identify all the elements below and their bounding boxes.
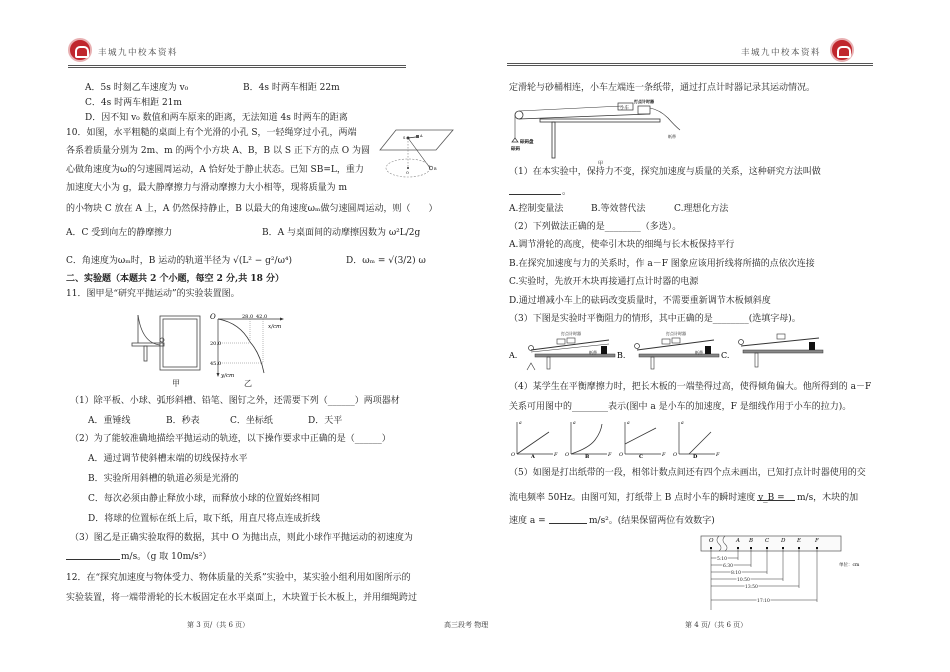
q11-p1-option-d: D．天平 xyxy=(308,416,343,426)
svg-text:C.: C. xyxy=(721,351,730,360)
q11-part-3-units: m/s。（g 取 10m/s²） xyxy=(121,552,212,562)
svg-text:E: E xyxy=(797,538,802,544)
svg-text:砝码盘: 砝码盘 xyxy=(520,140,534,145)
page-4 xyxy=(475,0,950,672)
graph-a xyxy=(511,421,558,460)
q11-part-3: （3）图乙是正确实验取得的数据，其中 O 为抛出点，则此小球作平抛运动的初速度为 xyxy=(70,533,413,543)
svg-text:S: S xyxy=(403,136,406,140)
svg-text:a: a xyxy=(681,421,684,426)
q12-part-5-line-2b: m/s，木块的加 xyxy=(797,493,859,503)
center-footer: 高三段考 物理 xyxy=(444,621,489,629)
q9-option-a: A．5s 时刻乙车速度为 v₀ xyxy=(85,83,189,93)
svg-text:C: C xyxy=(765,538,770,544)
svg-text:打点计时器: 打点计时器 xyxy=(634,99,654,104)
svg-text:A.: A. xyxy=(509,351,518,360)
q12-p2-option-b: B.在探究加速度与力的关系时，作 a－F 图象应该用折线将所描的点依次连接 xyxy=(509,259,815,269)
svg-text:B: B xyxy=(434,167,437,171)
svg-text:F: F xyxy=(554,452,558,458)
q11-p2-option-d: D．将球的位置标在纸上后，取下纸，用直尺将点连成折线 xyxy=(88,514,321,524)
q10-option-d: D．ωₘ = √(3/2) ω xyxy=(346,256,426,266)
svg-text:单位：cm: 单位：cm xyxy=(839,563,860,568)
q11-p1-option-a: A．重锤线 xyxy=(88,416,131,426)
svg-text:D: D xyxy=(693,454,698,460)
svg-text:纸带: 纸带 xyxy=(589,350,597,355)
svg-text:O: O xyxy=(210,313,216,321)
graph-d xyxy=(673,421,720,460)
q12-apparatus-figure xyxy=(510,98,700,168)
svg-text:13.50: 13.50 xyxy=(745,585,758,590)
q12-part-5-line-3b: m/s²。(结果保留两位有效数字) xyxy=(589,516,715,526)
svg-text:x/cm: x/cm xyxy=(268,324,282,330)
svg-text:F: F xyxy=(608,452,612,458)
svg-text:a: a xyxy=(573,421,576,426)
svg-text:B: B xyxy=(585,454,590,460)
q11-intro: 11．图甲是“研究平抛运动”的实验装置图。 xyxy=(66,289,240,299)
q12-p1-option-a: A.控制变量法 xyxy=(509,204,564,214)
svg-text:y/cm: y/cm xyxy=(221,373,235,379)
graph-b xyxy=(565,421,612,460)
q12-line-1: 12．在“探究加速度与物体受力、物体质量的关系”实验中，某实验小组利用如图所示的 xyxy=(66,573,411,583)
q11-part-2: （2）为了能较准确地描绘平抛运动的轨迹，以下操作要求中正确的是（______） xyxy=(70,434,391,444)
q11-p3-answer-blank[interactable] xyxy=(66,551,120,560)
svg-text:10.50: 10.50 xyxy=(737,578,750,583)
svg-text:打点计时器: 打点计时器 xyxy=(666,331,686,336)
svg-text:O: O xyxy=(406,171,409,175)
svg-text:6.30: 6.30 xyxy=(723,564,734,569)
q12-p4-graphs xyxy=(509,418,729,458)
q10-option-a: A．C 受到向左的静摩擦力 xyxy=(66,228,173,238)
q12-vb-answer-blank[interactable] xyxy=(757,492,795,501)
q12-part-1-end: 。 xyxy=(562,187,572,197)
q9-option-d: D．因不知 v₀ 数值和两车原来的距离，无法知道 4s 时两车的距离 xyxy=(85,113,348,123)
q11-figure-jia-caption: 甲 xyxy=(172,379,180,388)
svg-text:O: O xyxy=(619,452,624,458)
q11-figure-yi-caption: 乙 xyxy=(244,379,252,388)
q12-paper-tape-figure xyxy=(701,534,861,612)
svg-text:B: B xyxy=(749,538,754,544)
page-4-footer: 第 4 页/（共 6 页） xyxy=(685,621,748,629)
q12-p1-answer-blank[interactable] xyxy=(509,186,561,195)
svg-text:B.: B. xyxy=(617,351,626,360)
svg-text:28.0: 28.0 xyxy=(242,314,254,320)
q11-figure-jia xyxy=(130,313,205,378)
q12-part-5-line-3a: 速度 a = xyxy=(509,516,546,526)
svg-text:小车: 小车 xyxy=(620,106,629,111)
header-rule xyxy=(68,65,406,68)
q12-p3-figures xyxy=(509,330,819,370)
q12-part-1: （1）在本实验中，保持力不变，探究加速度与质量的关系，这种研究方法叫做 xyxy=(509,167,821,177)
q11-p1-option-c: C．坐标纸 xyxy=(230,416,273,426)
svg-text:8.10: 8.10 xyxy=(731,571,742,576)
q12-p2-option-c: C.实验时，先放开木块再接通打点计时器的电源 xyxy=(509,277,699,287)
q11-p2-option-b: B．实验所用斜槽的轨道必须是光滑的 xyxy=(88,474,239,484)
header-school-name: 丰城九中校本资料 xyxy=(741,48,822,58)
svg-text:F: F xyxy=(815,538,819,544)
q11-part-1: （1）除平板、小球、弧形斜槽、铅笔、图钉之外，还需要下列（______）两项器材 xyxy=(70,396,400,406)
svg-text:A: A xyxy=(736,538,740,544)
q12-part-2: （2）下列做法正确的是________（多选）。 xyxy=(509,222,682,232)
q12-p2-option-d: D.通过增减小车上的砝码改变质量时，不需要重新调节木板倾斜度 xyxy=(509,296,771,306)
svg-text:O: O xyxy=(709,538,714,544)
svg-text:O: O xyxy=(673,452,678,458)
section-2-heading: 二、实验题（本题共 2 个小题，每空 2 分,共 18 分） xyxy=(66,274,284,284)
svg-text:纸带: 纸带 xyxy=(668,134,676,139)
svg-text:C: C xyxy=(639,454,643,460)
q11-p1-option-b: B．秒表 xyxy=(166,416,200,426)
svg-text:O: O xyxy=(511,452,516,458)
q12-p1-option-b: B.等效替代法 xyxy=(591,204,646,214)
q12-a-answer-blank[interactable] xyxy=(549,515,587,524)
svg-text:17.10: 17.10 xyxy=(757,599,770,604)
q9-option-c: C．4s 时两车相距 21m xyxy=(85,98,182,108)
header-school-name: 丰城九中校本资料 xyxy=(98,48,179,58)
svg-text:A: A xyxy=(420,134,423,138)
q10-option-b: B．A 与桌面间的动摩擦因数为 ω²L/2g xyxy=(262,228,421,238)
header-rule xyxy=(507,63,873,66)
q12-part-4-line-1: （4）某学生在平衡摩擦力时，把长木板的一端垫得过高，使得倾角偏大。他所得到的 a－F xyxy=(509,382,872,392)
q12-p2-option-a: A.调节滑轮的高度，使牵引木块的细绳与长木板保持平行 xyxy=(509,240,735,250)
svg-text:纸带: 纸带 xyxy=(695,350,703,355)
svg-text:D: D xyxy=(781,538,786,544)
q12-continued-line: 定滑轮与砂桶相连，小车左端连一条纸带，通过打点计时器记录其运动情况。 xyxy=(509,83,816,93)
q10-figure xyxy=(378,128,468,188)
school-logo-icon xyxy=(830,38,854,62)
svg-text:甲: 甲 xyxy=(598,161,604,167)
q11-p2-option-a: A．通过调节使斜槽末端的切线保持水平 xyxy=(88,454,248,464)
q10-option-c: C．角速度为ωₘ时，B 运动的轨道半径为 √(L² − g²/ω⁴) xyxy=(66,256,293,266)
svg-text:A: A xyxy=(531,454,535,460)
svg-text:45.0: 45.0 xyxy=(210,361,222,367)
svg-text:a: a xyxy=(519,421,522,426)
svg-text:O: O xyxy=(565,452,570,458)
svg-text:砝码: 砝码 xyxy=(511,147,520,152)
svg-text:F: F xyxy=(662,452,666,458)
q12-part-3: （3）下图是实验时平衡阻力的情形，其中正确的是________(选填字母)。 xyxy=(509,314,801,324)
q10-line-2: 各系着质量分别为 2m、m 的两个小方块 A、B，B 以 S 正下方的点 O 为圆 xyxy=(66,146,370,156)
q12-p1-option-c: C.理想化方法 xyxy=(674,204,729,214)
q12-part-5-line-2a: 流电频率 50Hz。由图可知，打纸带上 B 点时小车的瞬时速度 v_B = xyxy=(509,493,785,503)
q10-line-1: 10．如图，水平粗糙的桌面上有个光滑的小孔 S，一轻绳穿过小孔，两端 xyxy=(66,128,357,138)
q12-part-4-line-2: 关系可用图中的________表示(图中 a 是小车的加速度，F 是细线作用于小车的拉力)。 xyxy=(509,402,852,412)
graph-c xyxy=(619,421,666,460)
svg-text:F: F xyxy=(716,452,720,458)
svg-text:42.0: 42.0 xyxy=(256,314,268,320)
q10-line-3: 心做角速度为ω的匀速圆周运动，A 恰好处于静止状态。已知 SB=L，重力 xyxy=(66,165,364,175)
q9-option-b: B．4s 时两车相距 22m xyxy=(243,83,340,93)
q11-p2-option-c: C．每次必须由静止释放小球，而释放小球的位置始终相同 xyxy=(88,494,320,504)
svg-text:a: a xyxy=(627,421,630,426)
q10-line-4: 加速度大小为 g，最大静摩擦力与滑动摩擦力大小相等，现将质量为 m xyxy=(66,183,348,193)
page-3-footer: 第 3 页/（共 6 页） xyxy=(187,621,250,629)
svg-text:20.0: 20.0 xyxy=(210,341,222,347)
svg-text:打点计时器: 打点计时器 xyxy=(561,331,581,336)
q11-figure-yi xyxy=(210,315,295,380)
q12-line-2: 实验装置，将一端带滑轮的长木板固定在水平桌面上，木块置于长木板上，并用细绳跨过 xyxy=(66,593,418,603)
q12-part-5-line-1: （5）如图是打出纸带的一段，相邻计数点间还有四个点未画出，已知打点计时器使用的交 xyxy=(509,468,866,478)
svg-text:5.10: 5.10 xyxy=(717,557,728,562)
school-logo-icon xyxy=(68,38,92,62)
q10-line-5: 的小物块 C 放在 A 上，A 仍然保持静止，B 以最大的角速度ωₘ做匀速圆周运动，则（ ） xyxy=(66,204,438,214)
